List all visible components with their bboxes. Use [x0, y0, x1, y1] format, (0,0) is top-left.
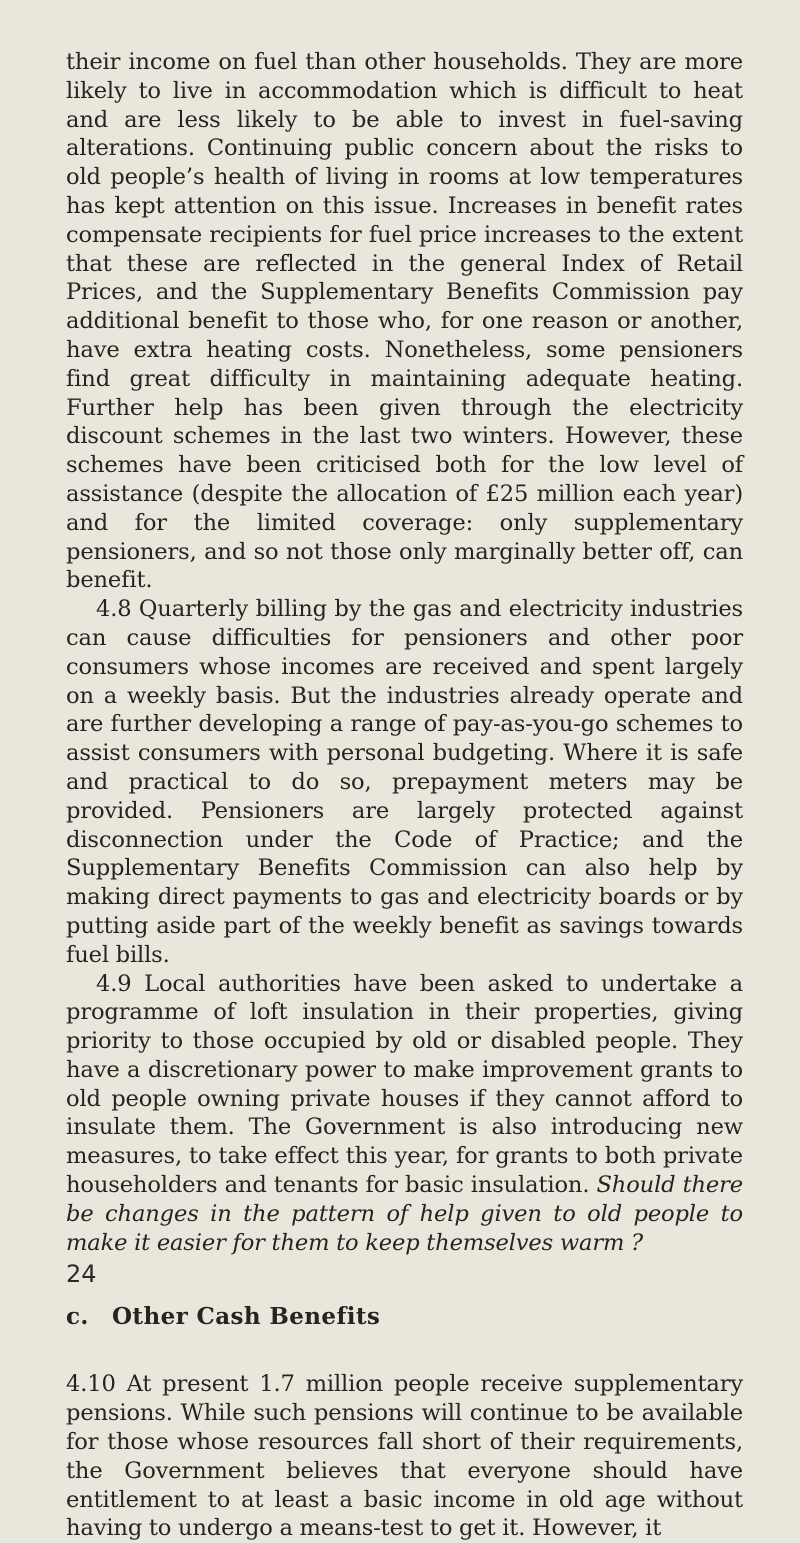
paragraph-continuation: their income on fuel than other households. They are more likely to live in accommodation which is difficult to heat and are less likely to be able to invest in fuel-saving alterations. Continuing public concern about the risks to old people’s health of living in rooms at low temperatures has kept attention on this issue. Increases in benefit rates compensate recipients for fuel price increases to the extent that these are reflected in the general Index of Retail Prices, and the Supplementary Benefits Commission pay additional benefit to those who, for one reason or another, have extra heating costs. Nonetheless, some pensioners find great difficulty in maintaining adequate heating. Further help has been given through the electricity discount schemes in the last two winters. However, these schemes have been criticised both for the low level of assistance (despite the allocation of £25 million each year) and for the limited coverage: only supplementary pensioners, and so not those only marginally better off, can benefit. — [66, 49, 743, 594]
section-title: Other Cash Benefits — [112, 1303, 381, 1331]
section-letter: c. — [66, 1303, 89, 1331]
page-content — [66, 48, 743, 1543]
paragraph-4-9-text: 4.9 Local authorities have been asked to undertake a programme of loft insulation in their properties, giving priority to those occupied by old or disabled people. They have a discretionary power to make improvement grants to old people owning private houses if they cannot afford to insulate them. The Government is also introducing new measures, to take effect this year, for grants to both private householders and tenants for basic insulation. — [66, 970, 743, 1199]
page-number: 24 — [66, 1260, 97, 1288]
section-heading — [66, 1303, 743, 1330]
paragraph-4-8: 4.8 Quarterly billing by the gas and electricity industries can cause difficulties for pensioners and other poor consumers whose incomes are received and spent largely on a weekly basis. But the industries already operate and are further developing a range of pay-as-you-go schemes to assist consumers with personal budgeting. Where it is safe and practical to do so, prepayment meters may be provided. Pensioners are largely protected against disconnection under the Code of Practice; and the Supplementary Benefits Commission can also help by making direct payments to gas and electricity boards or by putting aside part of the weekly benefit as savings towards fuel bills. — [66, 596, 743, 968]
paragraph-4-10: 4.10 At present 1.7 million people receive supplementary pensions. While such pensions will continue to be available for those whose resources fall short of their requirements, the Government believes that everyone should have entitlement to at least a basic income in old age without having to undergo a means-test to get it. However, it — [66, 1371, 743, 1542]
paragraph-4-9 — [66, 970, 743, 1258]
paragraph-4-9-question: Should there be changes in the pattern of help given to old people to make it easier for them to keep themselves warm ? — [66, 1172, 744, 1256]
